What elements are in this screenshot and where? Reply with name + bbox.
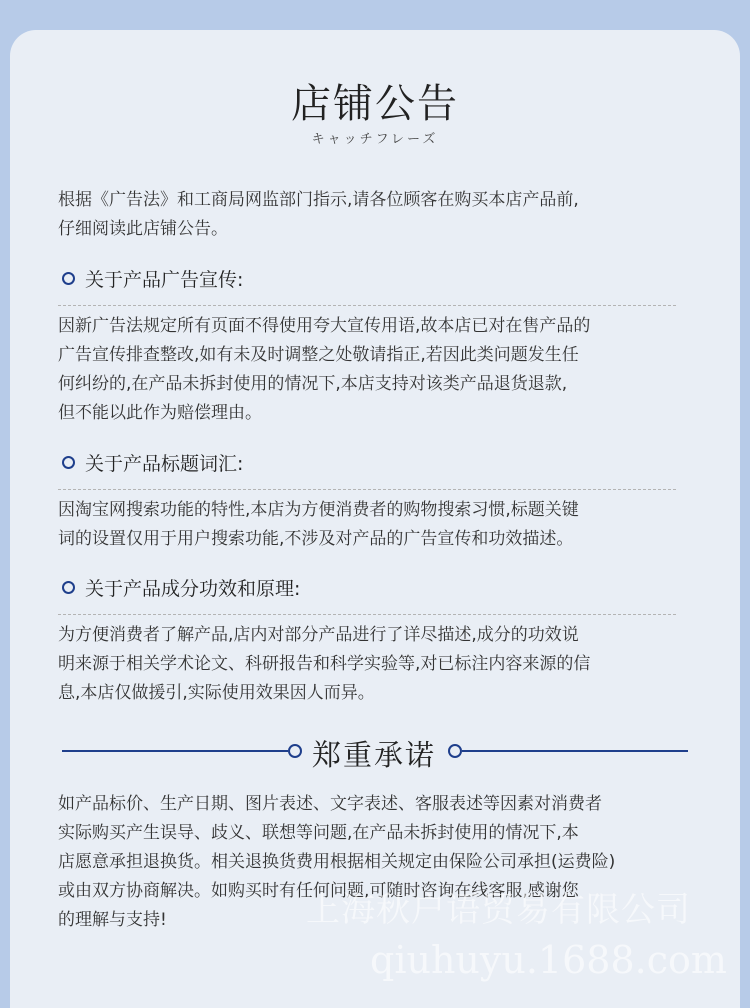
section-body-ingredients (58, 621, 698, 708)
body-line: 如产品标价、生产日期、图片表述、文字表述、客服表述等因素对消费者 (58, 794, 602, 814)
dashed-divider (58, 489, 676, 490)
section-heading-title-words (62, 449, 243, 476)
dashed-divider (58, 614, 676, 615)
body-line: 或由双方协商解决。如购买时有任何问题,可随时咨询在线客服,感谢您 (58, 881, 579, 901)
body-line: 因淘宝网搜索功能的特性,本店为方便消费者的购物搜索习惯,标题关键 (58, 500, 579, 520)
intro-line: 仔细阅读此店铺公告。 (58, 219, 228, 239)
circle-bullet-icon (62, 581, 75, 594)
circle-bullet-icon (448, 744, 462, 758)
body-line: 何纠纷的,在产品未拆封使用的情况下,本店支持对该类产品退货退款, (58, 374, 568, 394)
body-line: 的理解与支持! (58, 910, 167, 930)
section-body-title-words (58, 496, 698, 554)
section-heading-text: 关于产品标题词汇: (85, 453, 244, 475)
body-line: 实际购买产生误导、歧义、联想等问题,在产品未拆封使用的情况下,本 (58, 823, 579, 843)
body-line: 为方便消费者了解产品,店内对部分产品进行了详尽描述,成分的功效说 (58, 625, 579, 645)
intro-paragraph (58, 186, 698, 244)
intro-line: 根据《广告法》和工商局网监部门指示,请各位顾客在购买本店产品前, (58, 190, 579, 210)
circle-bullet-icon (62, 272, 75, 285)
body-line: 店愿意承担退换货。相关退换货费用根据相关规定由保险公司承担(运费险) (58, 852, 616, 872)
section-heading-ingredients (62, 574, 300, 601)
body-line: 但不能以此作为赔偿理由。 (58, 403, 262, 423)
circle-bullet-icon (62, 456, 75, 469)
body-line: 词的设置仅用于用户搜索功能,不涉及对产品的广告宣传和功效描述。 (58, 529, 574, 549)
watermark-company: 上海秋户语贸易有限公司 (306, 890, 691, 930)
page-subtitle: キャッチフレーズ (311, 132, 439, 147)
section-heading-text: 关于产品成分功效和原理: (85, 578, 301, 600)
body-line: 广告宣传排查整改,如有未及时调整之处敬请指正,若因此类问题发生任 (58, 345, 579, 365)
body-line: 因新广告法规定所有页面不得使用夸大宣传用语,故本店已对在售产品的 (58, 316, 591, 336)
circle-bullet-icon (288, 744, 302, 758)
promise-line-right (462, 750, 688, 752)
section-heading-advertising (62, 265, 243, 292)
body-line: 息,本店仅做援引,实际使用效果因人而异。 (58, 683, 375, 703)
watermark-url: qiuhuyu.1688.com (370, 938, 727, 982)
page-title: 店铺公告 (291, 81, 459, 127)
promise-title: 郑重承诺 (312, 738, 437, 772)
dashed-divider (58, 305, 676, 306)
promise-line-left (62, 750, 288, 752)
body-line: 明来源于相关学术论文、科研报告和科学实验等,对已标注内容来源的信 (58, 654, 591, 674)
section-heading-text: 关于产品广告宣传: (85, 269, 244, 291)
section-body-advertising (58, 312, 698, 428)
